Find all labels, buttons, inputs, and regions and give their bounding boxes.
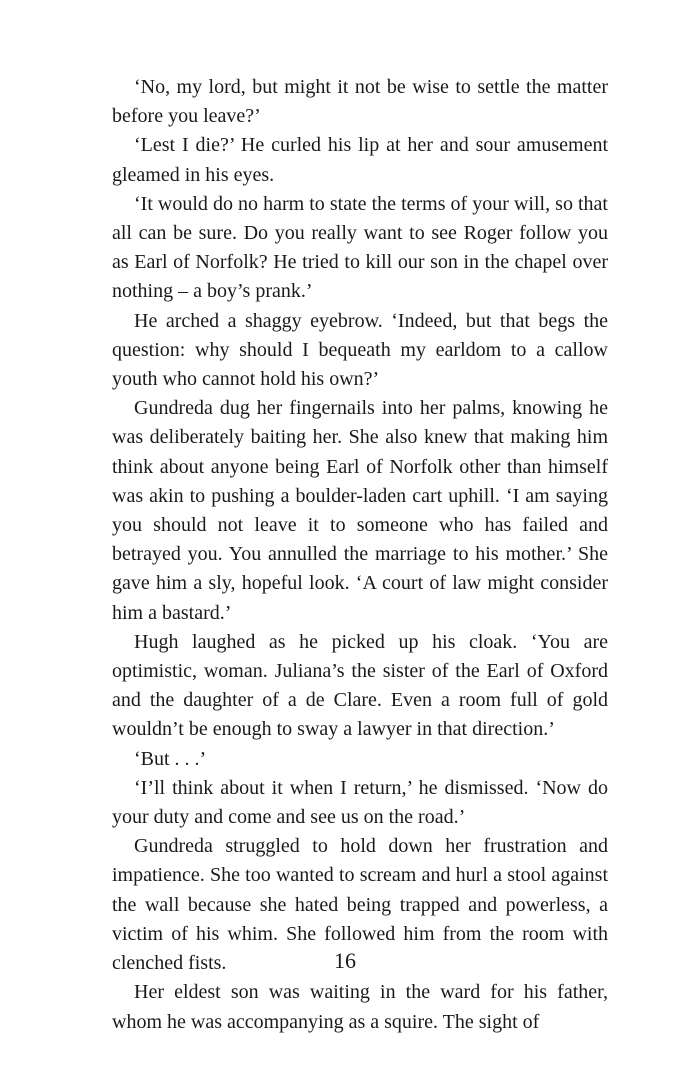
body-text (112, 73, 608, 1037)
paragraph: ‘I’ll think about it when I return,’ he dismissed. ‘Now do your duty and come and see us on the road.’ (112, 776, 608, 829)
paragraph: Gundreda struggled to hold down her frustration and impatience. She too wanted to scream and hurl a stool against the wall because she hated being trapped and powerless, a victim of his whim. She followed him from the room with clenched fists. (112, 835, 608, 975)
page-number: 16 (334, 948, 356, 973)
paragraph: ‘But . . .’ (134, 747, 207, 770)
paragraph: Hugh laughed as he picked up his cloak. ‘You are optimistic, woman. Juliana’s the sister of the Earl of Oxford and the daughter of a de Clare. Even a room full of gold wouldn’t be enough to sway a lawyer in that direction.’ (112, 630, 608, 741)
paragraph: He arched a shaggy eyebrow. ‘Indeed, but that begs the question: why should I bequeath my earldom to a callow youth who cannot hold his own?’ (112, 309, 608, 391)
paragraph: Her eldest son was waiting in the ward for his father, whom he was accompanying as a squire. The sight of (112, 981, 608, 1033)
paragraph: ‘Lest I die?’ He curled his lip at her and sour amusement gleamed in his eyes. (112, 134, 608, 186)
paragraph: ‘No, my lord, but might it not be wise to settle the matter before you leave?’ (112, 76, 608, 128)
paragraph: ‘It would do no harm to state the terms of your will, so that all can be sure. Do you really want to see Roger follow you as Earl of Norfolk? He tried to kill our son in the chapel over nothing – a boy’s prank.’ (112, 192, 608, 303)
paragraph: Gundreda dug her fingernails into her palms, knowing he was deliberately baiting her. She also knew that making him think about anyone being Earl of Norfolk other than himself was akin to pushing a boulder-laden cart uphill. ‘I am saying you should not leave it to someone who has failed and betrayed you. You annulled the marriage to his mother.’ She gave him a sly, hopeful look. ‘A court of law might consider him a bastard.’ (112, 397, 608, 624)
